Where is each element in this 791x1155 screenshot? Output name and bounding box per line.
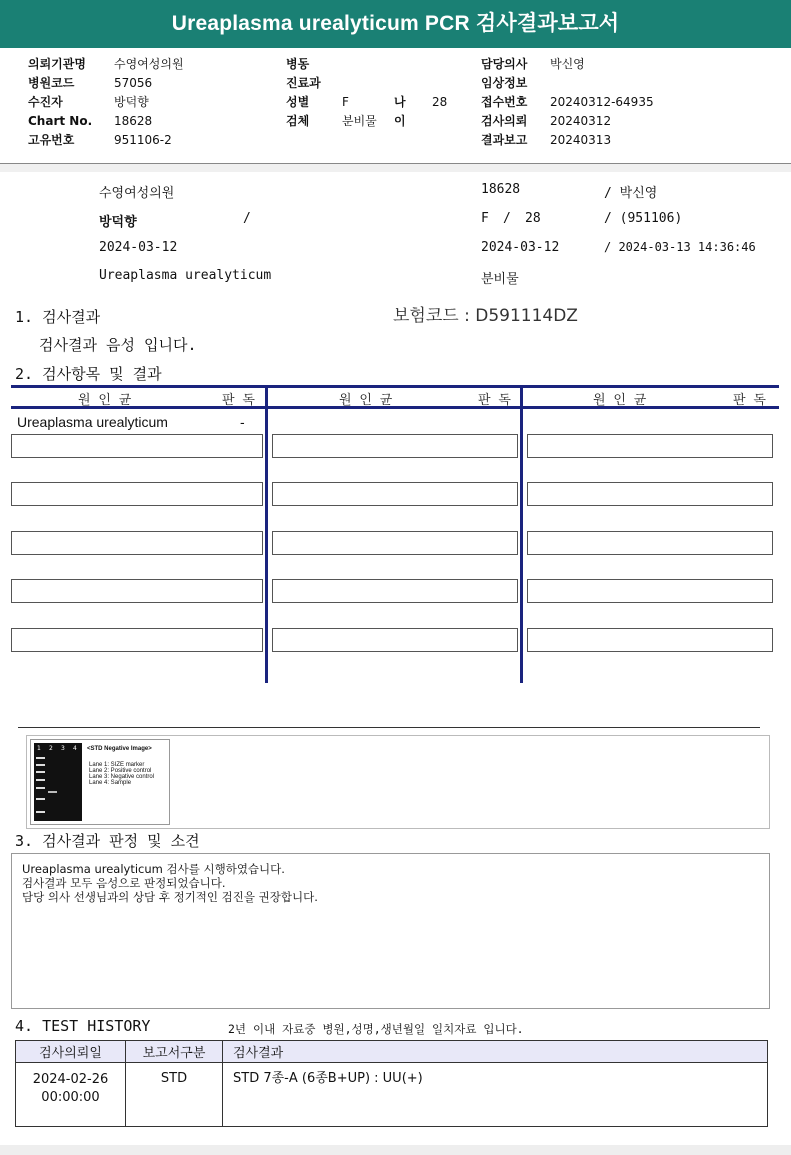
lane-label: 4	[73, 745, 77, 752]
value-request-date: 20240312	[550, 114, 612, 128]
opinion-line: 담당 의사 선생님과의 상담 후 정기적인 검진을 권장합니다.	[22, 890, 318, 904]
value-unique-no: 951106-2	[114, 133, 172, 147]
history-time: 00:00:00	[41, 1090, 100, 1105]
result-cell	[11, 579, 263, 603]
lane-label: 1	[37, 745, 41, 752]
header-col3	[481, 55, 654, 150]
section4-title: 4. TEST HISTORY	[15, 1017, 151, 1035]
summary-slash2: /	[503, 211, 511, 226]
result-cell	[272, 434, 518, 458]
opinion-box	[11, 853, 770, 1009]
section2-title: 2. 검사항목 및 결과	[15, 365, 162, 383]
value-age: 28	[432, 95, 448, 109]
history-col-type: 보고서구분	[126, 1041, 223, 1063]
summary-test: Ureaplasma urealyticum	[99, 268, 272, 283]
label-request-date: 검사의뢰	[481, 114, 528, 128]
opinion-line: 검사결과 모두 음성으로 판정되었습니다.	[22, 876, 226, 890]
label-unique-no: 고유번호	[28, 133, 75, 147]
history-date-cell	[16, 1063, 126, 1127]
result-cell	[527, 531, 773, 555]
result-cell	[272, 579, 518, 603]
value-doctor: 박신영	[550, 57, 585, 71]
history-col-date: 검사의뢰일	[16, 1041, 126, 1063]
label-report-date: 결과보고	[481, 133, 528, 147]
organism-judgement: -	[240, 414, 245, 430]
label-specimen: 검체	[286, 114, 310, 128]
table-top-rule	[11, 385, 779, 388]
organism-name: Ureaplasma urealyticum	[17, 414, 168, 430]
summary-datetime: / 2024-03-13 14:36:46	[604, 240, 756, 254]
summary-date1: 2024-03-12	[99, 240, 178, 255]
col3-header-organism: 원 인 균	[593, 393, 647, 408]
result-cell	[527, 434, 773, 458]
value-report-date: 20240313	[550, 133, 612, 147]
summary-specimen: 분비물	[481, 272, 519, 287]
insurance-code: 보험코드 : D591114DZ	[393, 306, 578, 326]
label-ward: 병동	[286, 57, 310, 71]
history-note: 2년 이내 자료중 병원,성명,생년월일 일치자료 입니다.	[228, 1022, 524, 1036]
result-cell	[272, 482, 518, 506]
col1-header-organism: 원 인 균	[78, 393, 132, 408]
label-patient: 수진자	[28, 95, 63, 109]
history-date: 2024-02-26	[32, 1072, 109, 1087]
opinion-line: Ureaplasma urealyticum 검사를 시행하였습니다.	[22, 862, 285, 876]
lane-label: 2	[49, 745, 53, 752]
summary-clinic: 수영여성의원	[99, 186, 175, 201]
summary-patient: 방덕향	[99, 215, 137, 230]
label-requester: 의뢰기관명	[28, 57, 86, 71]
section1-title: 1. 검사결과	[15, 308, 101, 326]
value-chart-no: 18628	[114, 114, 153, 128]
history-type: STD	[126, 1063, 223, 1127]
history-header-row	[16, 1041, 768, 1063]
col1-header-judgement: 판 독	[222, 393, 255, 408]
label-clinical-info: 임상정보	[481, 76, 528, 90]
result-cell	[11, 628, 263, 652]
result-cell	[11, 531, 263, 555]
gel-image	[30, 739, 170, 825]
value-receipt-no: 20240312-64935	[550, 95, 654, 109]
section1-result: 검사결과 음성 입니다.	[39, 336, 197, 354]
label-chart-no: Chart No.	[28, 114, 93, 128]
label-doctor: 담당의사	[481, 57, 528, 71]
summary-chart: 18628	[481, 182, 521, 197]
result-cell	[11, 434, 263, 458]
label-department: 진료과	[286, 76, 321, 90]
summary-sex: F	[481, 211, 489, 226]
header-col2	[286, 55, 448, 131]
value-patient: 방덕향	[114, 95, 149, 109]
result-cell	[527, 579, 773, 603]
result-cell	[527, 482, 773, 506]
gel-panel	[34, 743, 82, 821]
column-divider-1	[265, 388, 268, 683]
header-col1	[28, 55, 184, 150]
label-age: 나이	[394, 95, 406, 128]
header-band	[0, 164, 791, 172]
label-hospital-code: 병원코드	[28, 76, 75, 90]
history-table	[15, 1040, 768, 1127]
table-row	[16, 1063, 768, 1127]
column-divider-2	[520, 388, 523, 683]
summary-birth: / (951106)	[604, 211, 683, 226]
report-title: Ureaplasma urealyticum PCR 검사결과보고서	[0, 0, 791, 48]
col3-header-judgement: 판 독	[733, 393, 766, 408]
section3-title: 3. 검사결과 판정 및 소견	[15, 832, 200, 850]
history-result: STD 7종-A (6종B+UP) : UU(+)	[223, 1063, 768, 1127]
result-cell	[527, 628, 773, 652]
history-col-result: 검사결과	[223, 1041, 768, 1063]
col2-header-judgement: 판 독	[478, 393, 511, 408]
label-receipt-no: 접수번호	[481, 95, 528, 109]
value-specimen: 분비물	[342, 114, 377, 128]
summary-age: 28	[525, 211, 541, 226]
label-sex: 성별	[286, 95, 310, 109]
value-sex: F	[342, 95, 349, 109]
gel-title: <STD Negative Image>	[87, 746, 152, 752]
summary-doctor: / 박신영	[604, 186, 658, 201]
gel-legend: Lane 1: SIZE marker Lane 2: Positive control Lane 3: Negative control Lane 4: Sample	[89, 762, 155, 786]
result-cell	[11, 482, 263, 506]
gel-divider	[18, 727, 760, 728]
summary-slash: /	[243, 211, 251, 226]
result-cell	[272, 628, 518, 652]
col2-header-organism: 원 인 균	[339, 393, 393, 408]
bottom-band	[0, 1145, 791, 1155]
summary-date2: 2024-03-12	[481, 240, 560, 255]
lane-label: 3	[61, 745, 65, 752]
value-hospital-code: 57056	[114, 76, 153, 90]
value-requester: 수영여성의원	[114, 57, 184, 71]
result-cell	[272, 531, 518, 555]
